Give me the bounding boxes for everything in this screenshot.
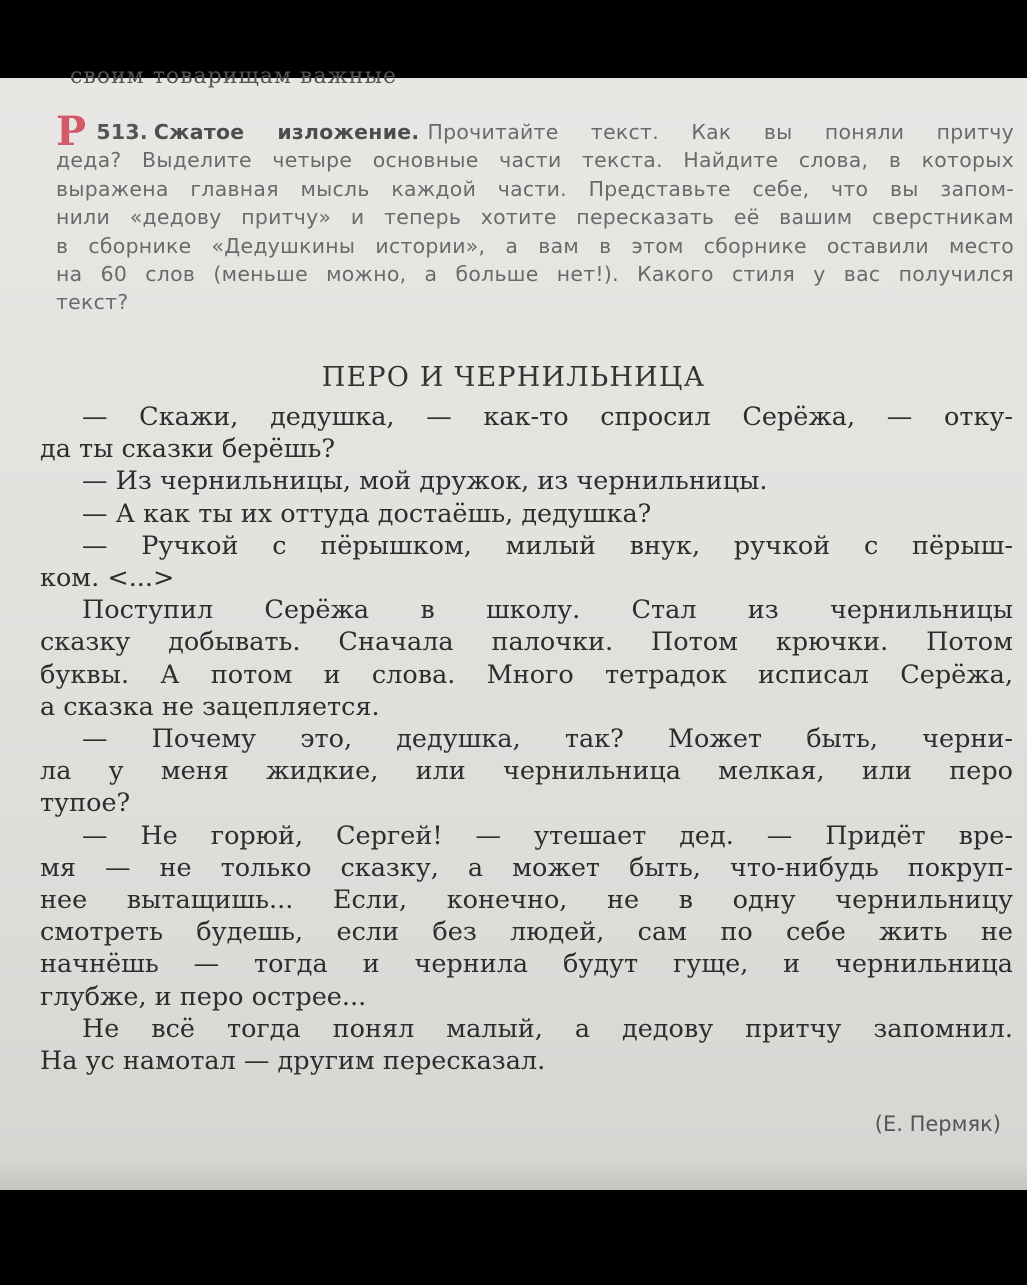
story-line: а сказка не зацепляется. [40, 691, 380, 722]
story-line: да ты сказки берёшь? [40, 434, 336, 465]
story-line: буквы. А потом и слова. Много тетрадок исписал Серёжа, [40, 659, 1013, 690]
story-line: — Ручкой с пёрышком, милый внук, ручкой с пёрыш- [82, 530, 1013, 561]
story-line: ком. <...> [40, 563, 175, 594]
story-line: — Из чернильницы, мой дружок, из чернильницы. [82, 466, 768, 497]
story-line: мя — не только сказку, а может быть, что-нибудь покруп- [40, 852, 1013, 883]
task-line-2: выражена главная мысль каждой части. Представьте себе, что вы запом- [56, 176, 1014, 201]
story-line: — Почему это, дедушка, так? Может быть, черни- [82, 724, 1013, 755]
story-title: ПЕРО И ЧЕРНИЛЬНИЦА [321, 362, 706, 393]
story-line: глубже, и перо острее... [40, 981, 367, 1012]
story-line: сказку добывать. Сначала палочки. Потом крючки. Потом [40, 627, 1013, 658]
story-author: (Е. Пермяк) [874, 1112, 1001, 1136]
exercise-instruction-start: Прочитайте текст. Как вы поняли притчу [427, 120, 1014, 144]
story-line: смотреть будешь, если без людей, сам по себе жить не [40, 917, 1013, 948]
story-line: Поступил Серёжа в школу. Стал из чернильницы [82, 595, 1013, 626]
task-line-1: деда? Выделите четыре основные части текста. Найдите слова, в которых [56, 148, 1014, 173]
task-line-3: нили «дедову притчу» и теперь хотите пересказать её вашим сверстникам [56, 205, 1014, 230]
task-line-6: текст? [56, 290, 129, 315]
story-line: Не всё тогда понял малый, а дедову притчу запомнил. [82, 1013, 1013, 1044]
textbook-page [0, 64, 1027, 1190]
story-line: На ус намотал — другим пересказал. [40, 1046, 546, 1077]
exercise-number: 513. [96, 120, 148, 144]
story-line: — А как ты их оттуда достаёшь, дедушка? [82, 498, 652, 529]
task-line-4: в сборнике «Дедушкины истории», а вам в этом сборнике оставили место [56, 233, 1014, 258]
story-text [40, 401, 1013, 1077]
story-line: тупое? [40, 788, 131, 819]
speech-development-marker-icon: Р [56, 108, 87, 155]
exercise-heading: Сжатое изложение. [153, 120, 420, 144]
task-line-5: на 60 слов (меньше можно, а больше нет!). Какого стиля у вас получился [56, 262, 1014, 287]
story-line: начнёшь — тогда и чернила будут гуще, и чернильница [40, 949, 1013, 980]
story-line: — Скажи, дедушка, — как-то спросил Серёжа, — отку- [82, 402, 1013, 432]
story-line: — Не горюй, Сергей! — утешает дед. — Придёт вре- [82, 820, 1013, 851]
exercise-513 [56, 108, 1014, 317]
cut-off-top-line: своим товарищам важные [70, 64, 397, 89]
story-line: нее вытащишь... Если, конечно, не в одну чернильницу [40, 885, 1013, 916]
task-line-0 [56, 108, 1014, 155]
story-line: ла у меня жидкие, или чернильница мелкая, или перо [40, 756, 1013, 787]
